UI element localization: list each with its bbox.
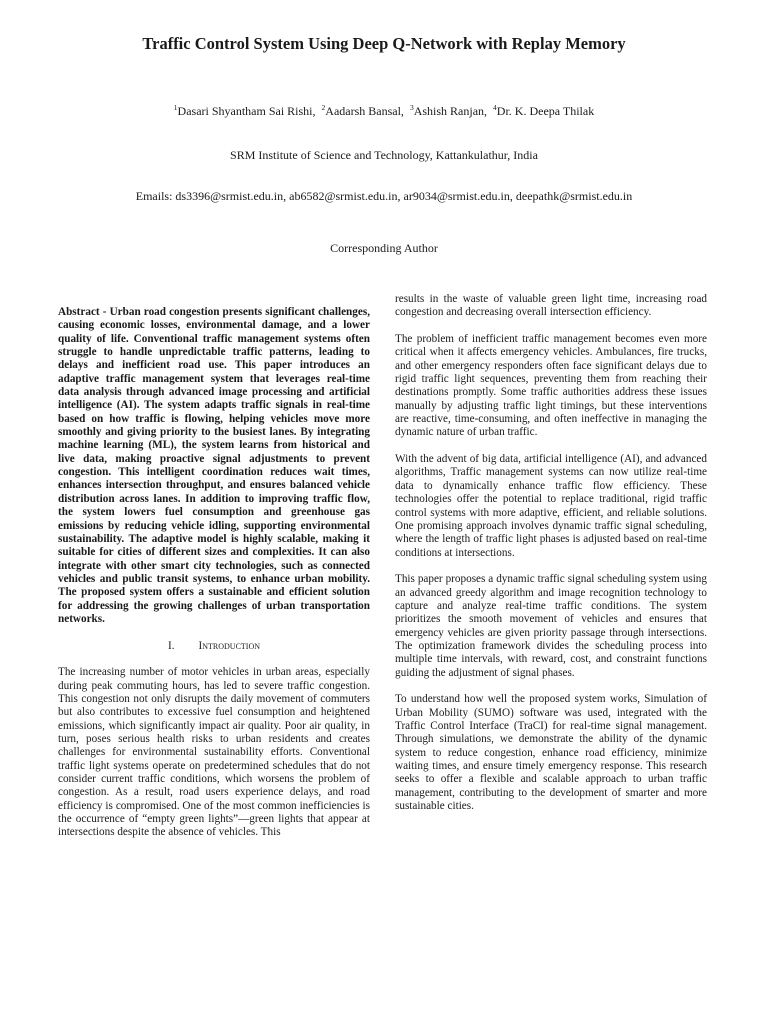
author-4-name: Dr. K. Deepa Thilak bbox=[496, 104, 595, 118]
right-column bbox=[395, 293, 707, 827]
author-4-number: 4 bbox=[493, 103, 497, 112]
author-3-name: Ashish Ranjan, bbox=[413, 104, 488, 118]
section-title: Introduction bbox=[198, 639, 261, 652]
author-3 bbox=[410, 104, 487, 118]
author-2 bbox=[322, 104, 404, 118]
author-1 bbox=[174, 104, 316, 118]
paper-title: Traffic Control System Using Deep Q-Network with Replay Memory bbox=[142, 34, 626, 53]
intro-paragraph-continuation: results in the waste of valuable green light time, increasing road congestion and decreasing overall intersection efficiency. bbox=[395, 293, 707, 319]
author-1-name: Dasari Shyantham Sai Rishi, bbox=[177, 104, 316, 118]
intro-paragraph-simulation: To understand how well the proposed system works, Simulation of Urban Mobility (SUMO) software was used, integrated with the Traffic Control Interface (TraCI) for real-time signal management. Through simulations, we demonstrate the ability of the dynamic system to reduce congestion, enhance road efficiency, minimize waiting times, and ensure timely emergency response. This research seeks to offer a flexible and scalable approach to urban traffic management, contributing to the development of smarter and more sustainable cities. bbox=[395, 693, 707, 813]
abstract: Abstract - Urban road congestion presents significant challenges, causing economic losses, environmental damage, and a lower quality of life. Conventional traffic management systems often struggle to handle unpredictable traffic patterns, leading to delays and inefficient road use. This paper introduces an adaptive traffic management system that leverages real-time data analysis through advanced image processing and artificial intelligence (AI). The system adapts traffic signals in real-time based on how traffic is flowing, helping vehicles move more smoothly and giving priority to the busiest lanes. By integrating machine learning (ML), the system learns from historical and live data, making proactive signal adjustments to prevent congestion. This intelligent coordination reduces wait times, enhances intersection throughput, and ensures balanced vehicle distribution across lanes. In addition to improving traffic flow, the system lowers fuel consumption and greenhouse gas emissions by reducing vehicle idling, supporting environmental sustainability. The adaptive model is highly scalable, making it suitable for cities of different sizes and complexities. It can also integrate with other smart city technologies, such as connected vehicles and public transit systems, to enhance urban mobility. The proposed system offers a sustainable and efficient solution for addressing the growing challenges of urban transportation networks. bbox=[58, 306, 370, 625]
intro-paragraph-1: The increasing number of motor vehicles in urban areas, especially during peak commuting hours, has led to severe traffic congestion. This congestion not only disrupts the daily movement of commuters but also contributes to excessive fuel consumption and heightened emissions, which significantly impact air quality. Poor air quality, in turn, poses serious health risks to urban residents and creates challenges for environmental sustainability efforts. Conventional traffic light systems operate on predetermined schedules that do not consider current traffic conditions, which worsens the problem of congestion. As a result, road users experience delays, and road efficiency is compromised. One of the most common inefficiencies is the occurrence of “empty green lights”—green lights that appear at intersections despite the absence of vehicles. This bbox=[58, 666, 370, 839]
author-3-number: 3 bbox=[409, 103, 414, 112]
author-2-number: 2 bbox=[321, 103, 326, 112]
corresponding-author-note: Corresponding Author bbox=[330, 241, 438, 255]
affiliation: SRM Institute of Science and Technology, Kattankulathur, India bbox=[230, 148, 538, 162]
section-heading-introduction bbox=[58, 640, 370, 653]
author-1-number: 1 bbox=[173, 103, 178, 112]
section-number: I. bbox=[167, 639, 175, 652]
author-4 bbox=[493, 104, 594, 118]
left-column bbox=[58, 293, 370, 853]
intro-paragraph-proposal: This paper proposes a dynamic traffic signal scheduling system using an advanced greedy algorithm and image recognition technology to capture and analyze real-time traffic conditions. The system prioritizes the smooth movement of vehicles and ensures that emergency vehicles are given priority passage through intersections. The optimization framework divides the scheduling process into multiple time intervals, with reward, cost, and constraint functions guiding the adjustment of signal phases. bbox=[395, 573, 707, 679]
intro-paragraph-emergency: The problem of inefficient traffic management becomes even more critical when it affects emergency vehicles. Ambulances, fire trucks, and other emergency responders often face significant delays due to rigid traffic light sequences, preventing them from reaching their destinations promptly. Some traffic authorities address these issues manually by adjusting traffic light timings, but these interventions are reactive, time-consuming, and often ineffective in managing the dynamic nature of urban traffic. bbox=[395, 333, 707, 439]
author-list bbox=[0, 104, 768, 119]
author-2-name: Aadarsh Bansal, bbox=[325, 104, 404, 118]
author-emails: Emails: ds3396@srmist.edu.in, ab6582@srmist.edu.in, ar9034@srmist.edu.in, deepathk@srmist.edu.in bbox=[135, 189, 633, 203]
intro-paragraph-big-data: With the advent of big data, artificial intelligence (AI), and advanced algorithms, Traffic management systems can now utilize real-time data to dynamically enhance traffic flow efficiency. These technologies offer the potential to replace traditional, rigid traffic control systems with more adaptive, efficient, and reliable solutions. One promising approach involves dynamic traffic signal scheduling, where the length of traffic light phases is adjusted based on real-time conditions at intersections. bbox=[395, 453, 707, 559]
